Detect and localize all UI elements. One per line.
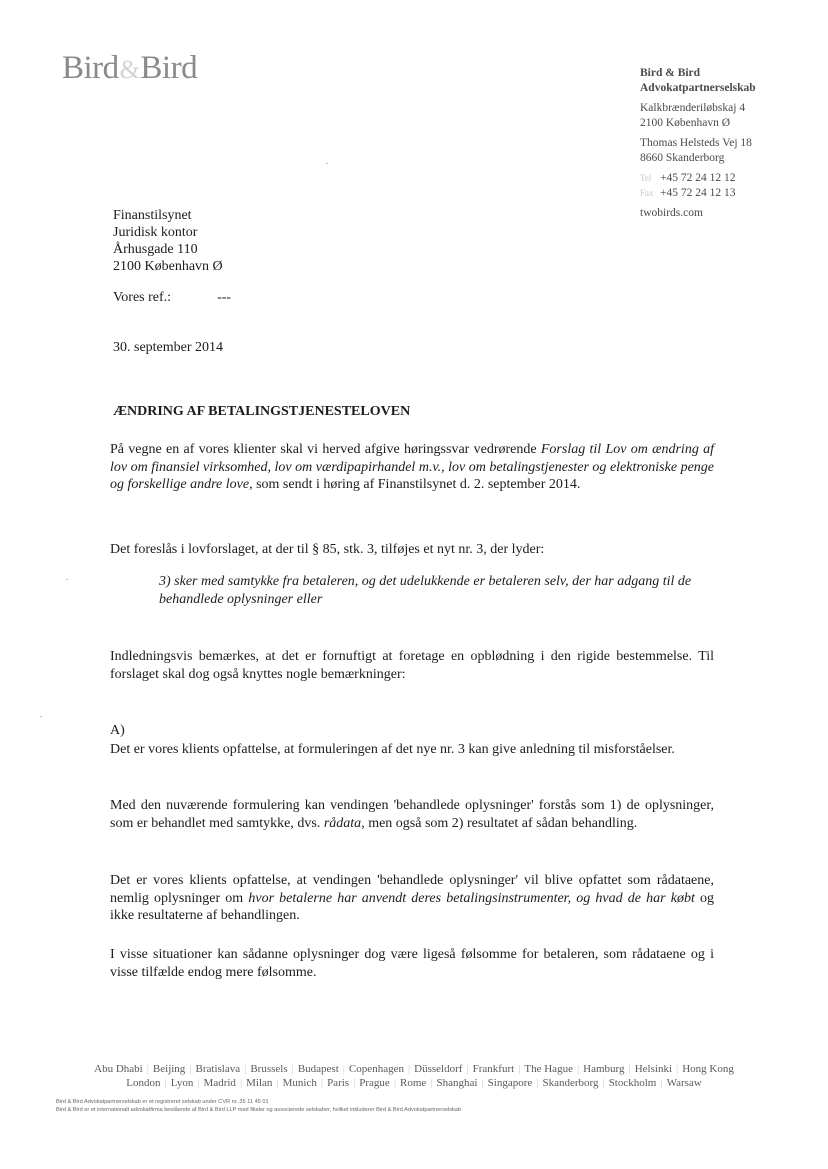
letter-subject: ÆNDRING AF BETALINGSTJENESTELOVEN xyxy=(113,404,411,419)
sender-tel xyxy=(640,171,756,186)
office-city: Bratislava xyxy=(195,1063,241,1075)
office-city: Frankfurt xyxy=(472,1063,515,1075)
quoted-provision: 3) sker med samtykke fra betaleren, og det udelukkende er betaleren selv, der har adgang til de behandlede oplysninger eller xyxy=(159,574,692,607)
office-row-1 xyxy=(56,1062,772,1076)
office-city: Skanderborg xyxy=(542,1077,599,1089)
office-separator: | xyxy=(276,1077,279,1089)
legal-line-2: Bird & Bird er et internationalt advokatfirma bestående af Bird & Bird LLP med filialer og associerede selskaber, hvilket inkluderer Bird & Bird Advokatpartnerselskab xyxy=(56,1107,462,1113)
legal-notice xyxy=(56,1098,461,1114)
bird-and-bird-logo xyxy=(62,50,197,87)
sender-details xyxy=(640,66,756,221)
office-city: Hamburg xyxy=(583,1063,625,1075)
office-separator: | xyxy=(342,1063,345,1075)
sender-address1-city: 2100 København Ø xyxy=(640,117,731,129)
section-a-label: A) xyxy=(110,723,125,738)
scan-speck xyxy=(40,716,42,717)
office-city: Milan xyxy=(246,1077,273,1089)
office-locations xyxy=(56,1062,772,1090)
p2-text-2: , men også som 2) resultatet af sådan behandling. xyxy=(361,815,638,831)
office-separator: | xyxy=(353,1077,356,1089)
reference-line xyxy=(113,290,231,306)
office-city: Shanghai xyxy=(436,1077,478,1089)
office-city: Hong Kong xyxy=(682,1063,734,1075)
office-separator: | xyxy=(244,1063,247,1075)
section-a-paragraph-1: Det er vores klients opfattelse, at formuleringen af det nye nr. 3 kan give anledning til misforståelser. xyxy=(110,742,675,757)
office-city: Rome xyxy=(400,1077,427,1089)
office-separator: | xyxy=(536,1077,539,1089)
sender-address2-city: 8660 Skanderborg xyxy=(640,152,725,164)
sender-address1-street: Kalkbrænderiløbskaj 4 xyxy=(640,102,746,114)
logo-ampersand: & xyxy=(119,55,140,84)
p3-text-2: og ikke resultaterne af behandlingen. xyxy=(110,890,714,923)
office-city: Copenhagen xyxy=(348,1063,404,1075)
office-city: The Hague xyxy=(524,1063,573,1075)
intro-text-2: , som sendt i høring af Finanstilsynet d. 2. september 2014. xyxy=(249,477,581,492)
office-separator: | xyxy=(164,1077,167,1089)
office-separator: | xyxy=(291,1063,294,1075)
p3-italic: hvor betalerne har anvendt deres betalingsinstrumenter, og hvad de har købt xyxy=(248,890,695,906)
office-separator: | xyxy=(407,1063,411,1075)
office-separator: | xyxy=(602,1077,605,1089)
legal-line-1: Bird & Bird Advokatpartnerselskab er et registreret selskab under CVR nr. 35 11 45 01 xyxy=(56,1099,269,1105)
office-city: London xyxy=(126,1077,161,1089)
office-city: Lyon xyxy=(170,1077,194,1089)
office-separator: | xyxy=(481,1077,484,1089)
reference-label: Vores ref.: xyxy=(113,290,172,305)
office-separator: | xyxy=(430,1077,433,1089)
office-city: Singapore xyxy=(487,1077,533,1089)
office-separator: | xyxy=(320,1077,324,1089)
sender-firm-type: Advokatpartnerselskab xyxy=(640,82,756,94)
intro-paragraph xyxy=(110,441,714,494)
p2-italic: rådata xyxy=(323,815,362,831)
recipient-name: Finanstilsynet xyxy=(113,208,192,223)
office-separator: | xyxy=(146,1063,149,1075)
fax-number: +45 72 24 12 13 xyxy=(660,187,736,199)
office-separator: | xyxy=(518,1063,521,1075)
office-city: Helsinki xyxy=(634,1063,672,1075)
office-city: Budapest xyxy=(297,1063,339,1075)
scan-speck xyxy=(66,579,68,580)
sender-address2-street: Thomas Helsteds Vej 18 xyxy=(640,137,752,149)
office-separator: | xyxy=(676,1063,679,1075)
office-separator: | xyxy=(189,1063,192,1075)
office-city: Warsaw xyxy=(666,1077,702,1089)
office-row-2 xyxy=(56,1076,772,1090)
office-city: Madrid xyxy=(203,1077,236,1089)
tel-number: +45 72 24 12 12 xyxy=(660,172,736,184)
recipient-address xyxy=(113,207,223,275)
office-city: Düsseldorf xyxy=(414,1063,463,1075)
scan-speck xyxy=(326,163,328,164)
office-city: Abu Dhabi xyxy=(94,1063,143,1075)
office-separator: | xyxy=(239,1077,243,1089)
section-a-paragraph-4: I visse situationer kan sådanne oplysninger dog være ligeså følsomme for betaleren, som rådataene og i visse tilfælde endog mere følsomme. xyxy=(110,947,714,980)
section-a-paragraph-3 xyxy=(110,872,714,925)
recipient-city: 2100 København Ø xyxy=(113,259,223,274)
office-separator: | xyxy=(393,1077,397,1089)
recipient-dept: Juridisk kontor xyxy=(113,225,198,240)
logo-word-left: Bird xyxy=(62,50,119,86)
p3-text-1: Det er vores klients opfattelse, at vendingen 'behandlede oplysninger' vil blive opfattet som rådataene, nemlig oplysninger om xyxy=(110,873,714,906)
remark-paragraph: Indledningsvis bemærkes, at det er fornuftigt at foretage en opblødning i den rigide bestemmelse. Til forslaget skal dog også knyttes nogle bemærkninger: xyxy=(110,649,714,682)
office-city: Brussels xyxy=(250,1063,288,1075)
office-separator: | xyxy=(466,1063,469,1075)
proposal-intro-paragraph: Det foreslås i lovforslaget, at der til § 85, stk. 3, tilføjes et nyt nr. 3, der lyder: xyxy=(110,542,545,557)
office-city: Munich xyxy=(282,1077,317,1089)
section-a-paragraph-2 xyxy=(110,797,714,832)
office-city: Stockholm xyxy=(608,1077,657,1089)
fax-label: Fax xyxy=(640,188,654,198)
office-city: Paris xyxy=(327,1077,350,1089)
recipient-street: Århusgade 110 xyxy=(113,242,198,257)
sender-firm: Bird & Bird xyxy=(640,67,701,79)
sender-fax xyxy=(640,186,756,201)
office-city: Beijing xyxy=(152,1063,186,1075)
office-separator: | xyxy=(197,1077,200,1089)
letter-date: 30. september 2014 xyxy=(113,340,224,355)
logo-word-right: Bird xyxy=(140,50,198,86)
intro-text-1: På vegne en af vores klienter skal vi herved afgive høringssvar vedrørende xyxy=(110,442,541,457)
sender-website: twobirds.com xyxy=(640,207,703,219)
intro-bill-title: Forslag til Lov om ændring af lov om finansiel virksomhed, lov om værdipapirhandel m.v., lov om betalingstjenester og elektroniske penge og forskellige andre love xyxy=(110,442,715,492)
office-separator: | xyxy=(576,1063,580,1075)
tel-label: Tel xyxy=(640,173,652,183)
office-separator: | xyxy=(628,1063,631,1075)
p2-text-1: Med den nuværende formulering kan vendingen 'behandlede oplysninger' forstås som 1) de oplysninger, som er behandlet med samtykke, dvs. xyxy=(110,798,714,831)
office-separator: | xyxy=(660,1077,663,1089)
reference-value: --- xyxy=(217,290,232,305)
office-city: Prague xyxy=(359,1077,390,1089)
